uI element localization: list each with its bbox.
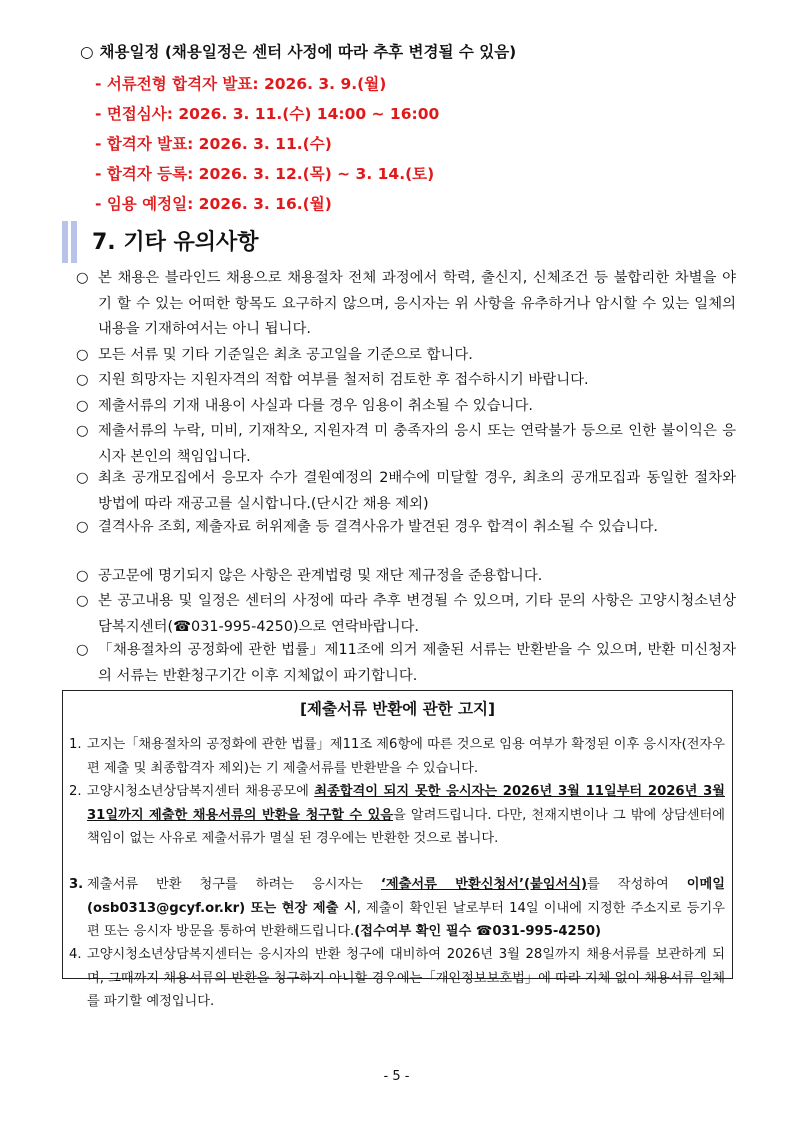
bullet-circle: ○ [76, 398, 89, 414]
list-item [76, 589, 736, 640]
list-item-text: 「채용절차의 공정화에 관한 법률」제11조에 의거 제출된 서류는 반환받을 수 있으며, 반환 미신청자의 서류는 반환청구기간 이후 지체없이 파기합니다. [98, 642, 736, 684]
bullet-circle: ○ [76, 347, 89, 363]
notice-item [69, 943, 725, 1014]
notice-emphasis: (접수여부 확인 필수 ☎031-995-4250) [354, 924, 602, 940]
notice-item-text [69, 780, 725, 851]
list-item-text: 본 공고내용 및 일정은 센터의 사정에 따라 추후 변경될 수 있으며, 기타 문의 사항은 고양시청소년상담복지센터(☎031-995-4250)으로 연락바랍니다. [98, 593, 736, 635]
notice-item-text: 고양시청소년상담복지센터는 응시자의 반환 청구에 대비하여 2026년 3월 28일까지 채용서류를 보관하게 되며, 그때까지 채용서류의 반환을 청구하지 아니할 경우에는「개인정보보호법」에 따라 지체 없이 채용서류 일체를 파기할 예정입니다. [87, 947, 725, 1010]
notice-text-part: 고양시청소년상담복지센터 채용공모에 [87, 784, 315, 799]
notice-item-number: 3. [69, 877, 84, 892]
notice-title: [제출서류 반환에 관한 고지] [299, 700, 496, 718]
section-title-bar [71, 221, 77, 263]
list-item [76, 515, 736, 541]
list-item-text: 지원 희망자는 지원자격의 적합 여부를 철저히 검토한 후 접수하시기 바랍니다. [98, 372, 589, 388]
list-item [76, 266, 736, 343]
schedule-item: - 합격자 등록: 2026. 3. 12.(목) ~ 3. 14.(토) [95, 165, 435, 183]
notice-item-number: 4. [69, 947, 82, 962]
bullet-circle: ○ [76, 568, 89, 584]
list-item-text: 결격사유 조회, 제출자료 허위제출 등 결격사유가 발견된 경우 합격이 취소될 수 있습니다. [98, 519, 658, 535]
schedule-title: 채용일정 [99, 43, 160, 61]
bullet-circle: ○ [76, 372, 89, 388]
section-title: 7. 기타 유의사항 [92, 230, 259, 255]
list-item [76, 638, 736, 689]
notice-item [69, 873, 725, 944]
bullet-circle: ○ [76, 642, 89, 658]
schedule-note: (채용일정은 센터 사정에 따라 추후 변경될 수 있음) [164, 43, 517, 61]
notice-box [62, 690, 733, 1010]
notice-emphasis: 최종합격이 되지 못한 응시자는 2026년 3월 11일부터 2026년 3월 31일까지 제출한 채용서류의 반환을 청구할 수 있음 [87, 784, 725, 823]
bullet-circle: ○ [76, 593, 89, 609]
list-item [76, 419, 736, 470]
notice-emphasis: ‘제출서류 반환신청서’(붙임서식) [380, 877, 588, 892]
schedule-item: - 서류전형 합격자 발표: 2026. 3. 9.(월) [95, 75, 387, 93]
list-item [76, 466, 736, 517]
list-item [76, 343, 736, 369]
list-item [76, 368, 736, 394]
notice-text-part: 을 알려드립니다. 다만, 천재지변이나 그 밖에 상담센터에 책임이 없는 사유로 제출서류가 멸실 된 경우에는 반환한 것으로 봅니다. [87, 807, 725, 847]
notice-text-part: 를 작성하여 [587, 877, 687, 892]
list-item [76, 564, 736, 590]
schedule-item: - 임용 예정일: 2026. 3. 16.(월) [95, 195, 332, 213]
notice-item [69, 780, 725, 851]
bullet-circle: ○ [76, 470, 89, 486]
notice-item-text [69, 873, 725, 944]
schedule-heading [80, 40, 516, 62]
bullet-circle: ○ [80, 43, 94, 61]
page-number: - 5 - [383, 1069, 410, 1084]
schedule-item: - 면접심사: 2026. 3. 11.(수) 14:00 ~ 16:00 [95, 105, 440, 123]
notice-item [69, 733, 725, 780]
list-item-text: 최초 공개모집에서 응모자 수가 결원예정의 2배수에 미달할 경우, 최초의 공개모집과 동일한 절차와 방법에 따라 재공고를 실시합니다.(단시간 채용 제외) [98, 470, 736, 512]
list-item [76, 394, 736, 420]
section-title-bar [62, 221, 68, 263]
list-item-text: 본 채용은 블라인드 채용으로 채용절차 전체 과정에서 학력, 출신지, 신체조건 등 불합리한 차별을 야기 할 수 있는 어떠한 항목도 요구하지 않으며, 응시자는 위 사항을 유추하거나 암시할 수 있는 일체의 내용을 기재하여서는 아니 됩니다. [98, 270, 736, 337]
list-item-text: 모든 서류 및 기타 기준일은 최초 공고일을 기준으로 합니다. [98, 347, 473, 363]
notice-text-part: 제출서류 반환 청구를 하려는 응시자는 [87, 877, 381, 892]
notice-item-number: 1. [69, 737, 82, 752]
list-item-text: 제출서류의 기재 내용이 사실과 다를 경우 임용이 취소될 수 있습니다. [98, 398, 533, 414]
list-item-text: 제출서류의 누락, 미비, 기재착오, 지원자격 미 충족자의 응시 또는 연락불가 등으로 인한 불이익은 응시자 본인의 책임입니다. [98, 423, 736, 465]
notice-item-text: 고지는「채용절차의 공정화에 관한 법률」제11조 제6항에 따른 것으로 임용 여부가 확정된 이후 응시자(전자우편 제출 및 최종합격자 제외)는 기 제출서류를 반환받을 수 있습니다. [87, 737, 725, 776]
bullet-circle: ○ [76, 519, 89, 535]
notice-emphasis: 이메일 (osb0313@gcyf.or.kr) 또는 현장 제출 시 [87, 877, 725, 916]
notice-text-part: , 제출이 확인된 날로부터 14일 이내에 지정한 주소지로 등기우편 또는 응시자 방문을 통하여 반환해드립니다. [87, 900, 725, 940]
notice-item-number: 2. [69, 784, 82, 799]
schedule-item: - 합격자 발표: 2026. 3. 11.(수) [95, 135, 332, 153]
list-item-text: 공고문에 명기되지 않은 사항은 관계법령 및 재단 제규정을 준용합니다. [98, 568, 543, 584]
bullet-circle: ○ [76, 423, 89, 439]
bullet-circle: ○ [76, 270, 89, 286]
